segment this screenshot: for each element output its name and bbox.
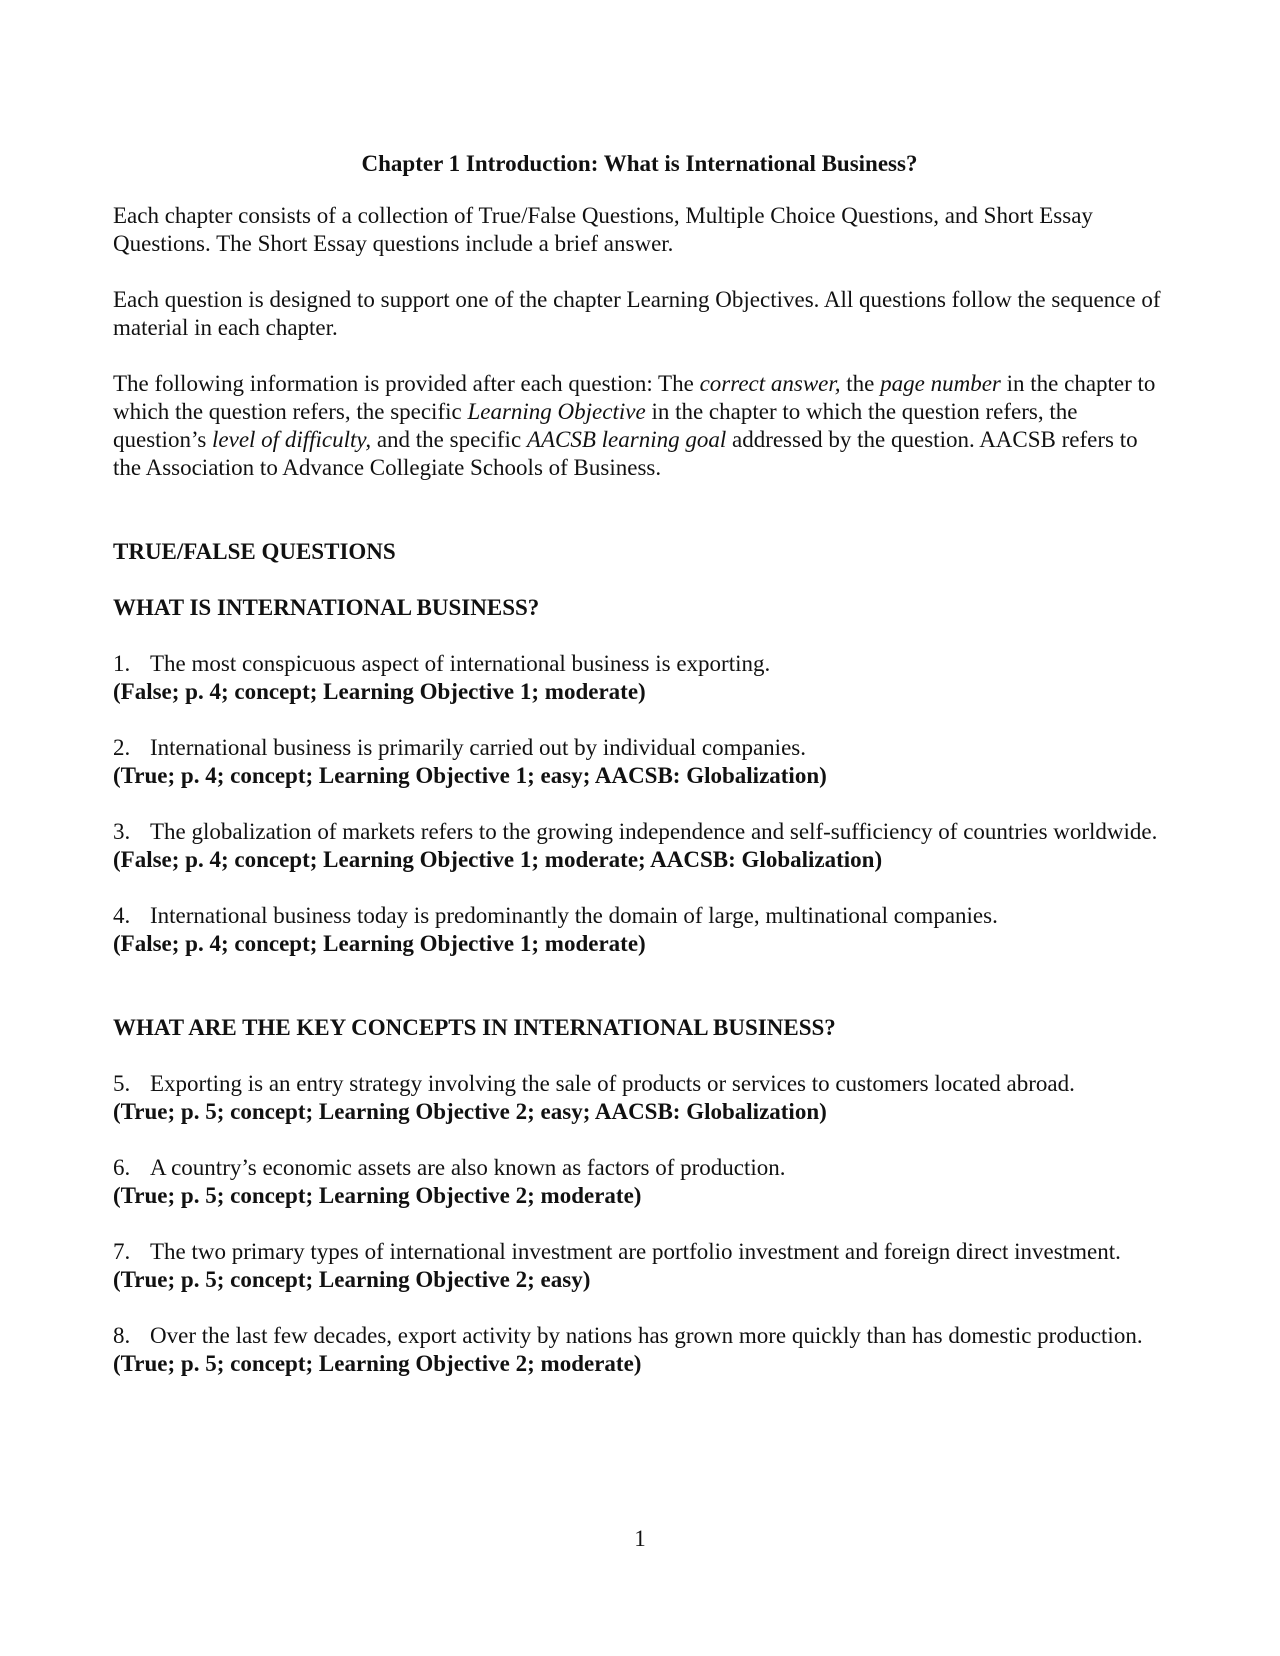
text-run: Each chapter consists of a collection of True/False Questions, Multiple Choice Questions, and Short Essay Questions. The Short Essay questions include a brief answer. bbox=[113, 203, 1093, 256]
answer-key: (True; p. 5; concept; Learning Objective 2; easy) bbox=[113, 1267, 591, 1292]
chapter-title: Chapter 1 Introduction: What is International Business? bbox=[361, 151, 918, 176]
question-item bbox=[113, 1154, 1166, 1210]
italic-term: correct answer, bbox=[699, 371, 841, 396]
intro-paragraph bbox=[113, 370, 1166, 482]
intro-paragraph bbox=[113, 202, 1166, 258]
text-run: the bbox=[840, 371, 881, 396]
question-item bbox=[113, 1322, 1166, 1378]
question-statement bbox=[113, 1238, 1166, 1266]
answer-key: (True; p. 5; concept; Learning Objective 2; moderate) bbox=[113, 1351, 642, 1376]
section-heading: TRUE/FALSE QUESTIONS bbox=[113, 539, 396, 564]
section-heading: WHAT IS INTERNATIONAL BUSINESS? bbox=[113, 595, 540, 620]
question-item bbox=[113, 1238, 1166, 1294]
question-number: 6. bbox=[113, 1155, 131, 1180]
question-text: Exporting is an entry strategy involving the sale of products or services to customers located abroad. bbox=[150, 1071, 1075, 1096]
text-run: addressed by the question. AACSB refers to the Association to Advance Collegiate Schools of Business. bbox=[113, 427, 1138, 480]
answer-key: (False; p. 4; concept; Learning Objective 1; moderate) bbox=[113, 679, 646, 704]
question-item bbox=[113, 1070, 1166, 1126]
text-run: in the chapter to which the question refers, the specific bbox=[113, 371, 1156, 424]
question-item bbox=[113, 902, 1166, 958]
question-text: International business is primarily carried out by individual companies. bbox=[150, 735, 806, 760]
italic-term: page number bbox=[880, 371, 1001, 396]
answer-key: (False; p. 4; concept; Learning Objective 1; moderate; AACSB: Globalization) bbox=[113, 847, 883, 872]
question-statement bbox=[113, 902, 1166, 930]
question-number: 7. bbox=[113, 1239, 131, 1264]
question-text: Over the last few decades, export activity by nations has grown more quickly than has domestic production. bbox=[150, 1323, 1143, 1348]
question-number: 3. bbox=[113, 819, 131, 844]
intro-paragraph bbox=[113, 286, 1166, 342]
question-statement bbox=[113, 734, 1166, 762]
answer-key: (True; p. 4; concept; Learning Objective 1; easy; AACSB: Globalization) bbox=[113, 763, 827, 788]
question-statement bbox=[113, 1322, 1166, 1350]
text-run: Each question is designed to support one of the chapter Learning Objectives. All questions follow the sequence of material in each chapter. bbox=[113, 287, 1161, 340]
page-number: 1 bbox=[634, 1526, 646, 1551]
question-statement bbox=[113, 1154, 1166, 1182]
answer-key: (True; p. 5; concept; Learning Objective 2; moderate) bbox=[113, 1183, 642, 1208]
text-run: The following information is provided after each question: The bbox=[113, 371, 700, 396]
answer-key: (False; p. 4; concept; Learning Objective 1; moderate) bbox=[113, 931, 646, 956]
question-number: 1. bbox=[113, 651, 131, 676]
question-list bbox=[113, 538, 1166, 1378]
question-text: The globalization of markets refers to the growing independence and self-sufficiency of countries worldwide. bbox=[150, 819, 1158, 844]
question-item bbox=[113, 734, 1166, 790]
italic-term: level of difficulty, bbox=[212, 427, 372, 452]
question-number: 4. bbox=[113, 903, 131, 928]
question-text: The most conspicuous aspect of international business is exporting. bbox=[150, 651, 771, 676]
question-statement bbox=[113, 1070, 1166, 1098]
question-statement bbox=[113, 650, 1166, 678]
section-heading: WHAT ARE THE KEY CONCEPTS IN INTERNATIONAL BUSINESS? bbox=[113, 1015, 836, 1040]
intro-section bbox=[113, 202, 1166, 482]
page-content bbox=[113, 150, 1166, 1406]
question-number: 5. bbox=[113, 1071, 131, 1096]
question-item bbox=[113, 818, 1166, 874]
question-text: International business today is predominantly the domain of large, multinational companies. bbox=[150, 903, 998, 928]
text-run: and the specific bbox=[371, 427, 527, 452]
question-number: 8. bbox=[113, 1323, 131, 1348]
question-text: The two primary types of international investment are portfolio investment and foreign direct investment. bbox=[150, 1239, 1121, 1264]
question-number: 2. bbox=[113, 735, 131, 760]
text-run: in the chapter to which the question refers, the question’s bbox=[113, 399, 1078, 452]
answer-key: (True; p. 5; concept; Learning Objective 2; easy; AACSB: Globalization) bbox=[113, 1099, 827, 1124]
question-item bbox=[113, 650, 1166, 706]
question-text: A country’s economic assets are also known as factors of production. bbox=[150, 1155, 786, 1180]
italic-term: AACSB learning goal bbox=[526, 427, 727, 452]
question-statement bbox=[113, 818, 1166, 846]
italic-term: Learning Objective bbox=[467, 399, 646, 424]
